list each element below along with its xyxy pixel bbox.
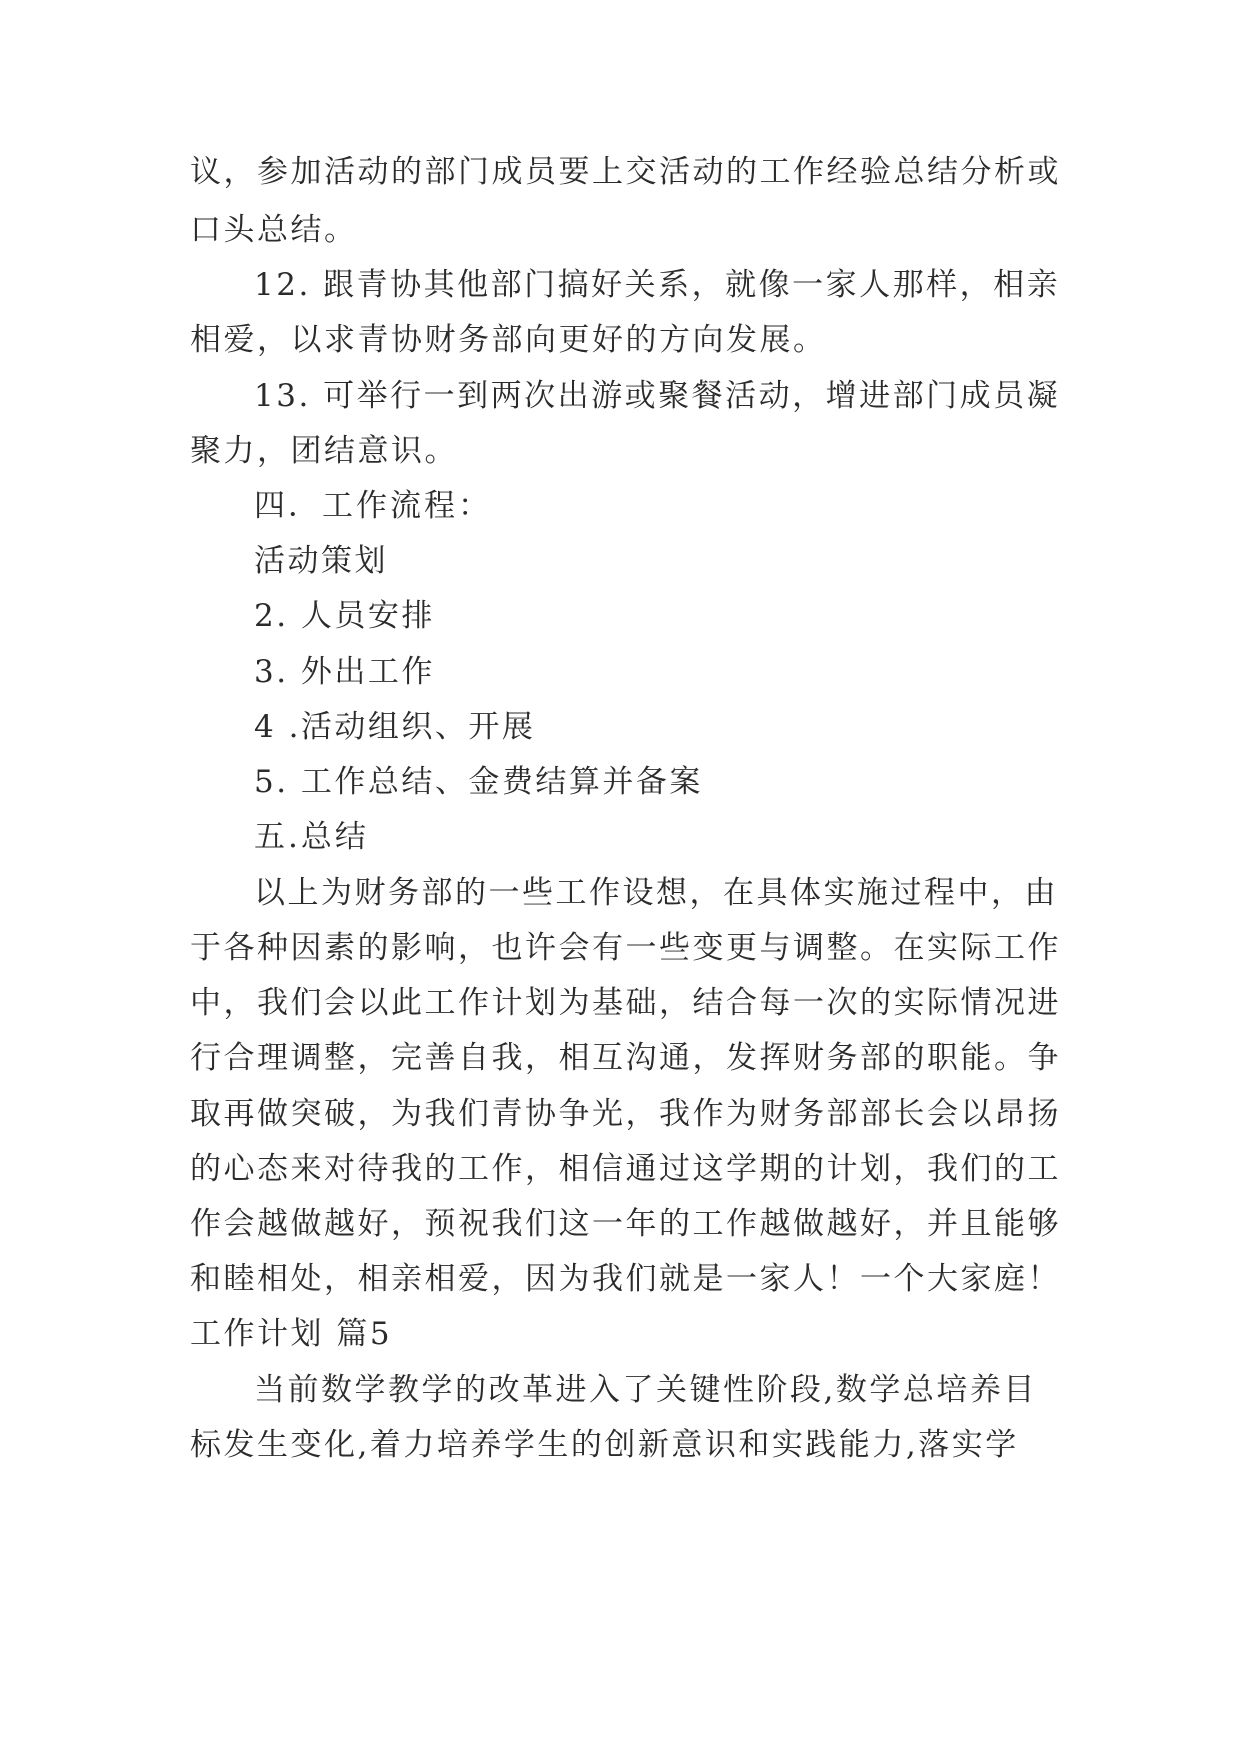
paragraph-line: 聚力，团结意识。 [190,433,458,469]
list-item: 2. 人员安排 [254,598,435,634]
list-item: 13. 可举行一到两次出游或聚餐活动，增进部门成员凝 [254,378,1061,414]
list-item: 活动策划 [254,543,388,579]
paragraph-line: 行合理调整，完善自我，相互沟通，发挥财务部的职能。争 [190,1040,1061,1076]
list-item: 4 .活动组织、开展 [254,709,536,745]
paragraph-line: 和睦相处，相亲相爱，因为我们就是一家人！一个大家庭！ [190,1261,1061,1297]
paragraph-line: 议，参加活动的部门成员要上交活动的工作经验总结分析或 [190,154,1061,190]
paragraph-line: 取再做突破，为我们青协争光，我作为财务部部长会以昂扬 [190,1096,1061,1132]
paragraph-line: 相爱，以求青协财务部向更好的方向发展。 [190,322,827,358]
paragraph-line: 标发生变化,着力培养学生的创新意识和实践能力,落实学 [190,1427,1019,1463]
list-item: 3. 外出工作 [254,654,435,690]
paragraph-line: 于各种因素的影响，也许会有一些变更与调整。在实际工作 [190,930,1061,966]
section-heading: 五.总结 [254,819,369,855]
paragraph-line: 中，我们会以此工作计划为基础，结合每一次的实际情况进 [190,985,1061,1021]
list-item: 5. 工作总结、金费结算并备案 [254,764,703,800]
list-item: 12. 跟青协其他部门搞好关系，就像一家人那样，相亲 [254,267,1061,303]
paragraph-line: 以上为财务部的一些工作设想，在具体实施过程中，由 [254,875,1058,911]
paragraph-line: 作会越做越好，预祝我们这一年的工作越做越好，并且能够 [190,1206,1061,1242]
paragraph-line: 口头总结。 [190,212,358,248]
paragraph-line: 的心态来对待我的工作，相信通过这学期的计划，我们的工 [190,1151,1061,1187]
article-title: 工作计划 篇5 [190,1316,393,1352]
paragraph-line: 当前数学教学的改革进入了关键性阶段,数学总培养目 [254,1372,1037,1408]
section-heading: 四．工作流程： [254,488,492,524]
